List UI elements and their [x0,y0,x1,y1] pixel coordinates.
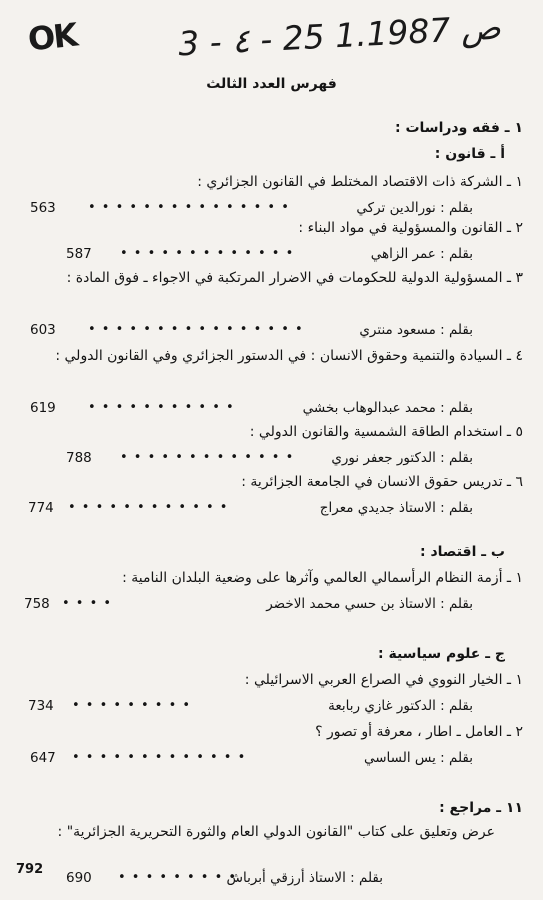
dot-leader: • • • • • • • • • • • • [68,500,229,515]
entry-title-8: ١ ـ الخيار النووي في الصراع العربي الاسرائيلي : [244,672,523,688]
entry-title-10: عرض وتعليق على كتاب "القانون الدولي العام والثورة التحريرية الجزائرية" : [57,824,495,840]
subsection-heading-law: أ ـ قانون : [434,146,505,162]
entry-page-4: 619 [30,400,56,416]
entry-page-3: 603 [30,322,56,338]
entry-title-9: ٢ ـ العامل ـ اطار ، معرفة أو تصور ؟ [315,724,523,740]
dot-leader: • • • • • • • • • • • • • [120,450,295,465]
entry-page-2: 587 [66,246,92,262]
entry-author-1: بقلم : نورالدين تركي [356,200,473,216]
dot-leader: • • • • • • • • • • • • • [120,246,295,261]
page-title: فهرس العدد الثالث [206,76,337,92]
subsection-heading-economy: ب ـ اقتصاد : [420,544,505,560]
dot-leader: • • • • • • • • • • • • • [72,750,247,765]
dot-leader: • • • • • • • • • • • • • • • [88,200,290,215]
entry-author-2: بقلم : عمر الزاهي [370,246,473,262]
dot-leader: • • • • • • • • • • • [88,400,235,415]
entry-author-5: بقلم : الدكتور جعفر نوري [331,450,473,466]
entry-author-3: بقلم : مسعود منتري [359,322,473,338]
entry-title-7: ١ ـ أزمة النظام الرأسمالي العالمي وآثرها على وضعية البلدان النامية : [122,570,523,586]
entry-title-5: ٥ ـ استخدام الطاقة الشمسية والقانون الدولي : [249,424,523,440]
entry-title-2: ٢ ـ القانون والمسؤولية في مواد البناء : [298,220,523,236]
handwritten-ok-mark: OK [26,15,78,59]
entry-page-5: 788 [66,450,92,466]
entry-page-6: 774 [28,500,54,516]
entry-page-8: 734 [28,698,54,714]
dot-leader: • • • • [62,596,113,611]
entry-author-7: بقلم : الاستاذ بن حسي محمد الاخضر [266,596,473,612]
entry-title-4: ٤ ـ السيادة والتنمية وحقوق الانسان : في الدستور الجزائري وفي القانون الدولي : [55,348,523,364]
entry-author-8: بقلم : الدكتور غازي ربابعة [328,698,473,714]
dot-leader: • • • • • • • • • [118,870,238,885]
section-heading-studies: ١ ـ فقه ودراسات : [395,120,523,136]
entry-author-9: بقلم : يس الساسي [363,750,473,766]
entry-page-10: 690 [66,870,92,886]
page-number: 792 [16,862,44,877]
entry-author-6: بقلم : الاستاذ جديدي معراج [319,500,473,516]
dot-leader: • • • • • • • • • • • • • • • • [88,322,304,337]
dot-leader: • • • • • • • • • [72,698,192,713]
entry-page-7: 758 [24,596,50,612]
entry-author-4: بقلم : محمد عبدالوهاب بخشي [302,400,473,416]
entry-title-1: ١ ـ الشركة ذات الاقتصاد المختلط في القانون الجزائري : [197,174,523,190]
subsection-heading-political-science: ج ـ علوم سياسية : [378,646,505,662]
section-heading-references: ١١ ـ مراجع : [439,800,523,816]
entry-page-9: 647 [30,750,56,766]
handwritten-date-note: 3 - ٤ - 25 ص 1.1987 [177,7,502,64]
entry-title-3: ٣ ـ المسؤولية الدولية للحكومات في الاضرار المرتكبة في الاجواء ـ فوق المادة : [66,270,523,286]
entry-author-10: بقلم : الاستاذ أرزقي أبرباش [226,870,383,886]
entry-title-6: ٦ ـ تدريس حقوق الانسان في الجامعة الجزائرية : [241,474,523,490]
entry-page-1: 563 [30,200,56,216]
